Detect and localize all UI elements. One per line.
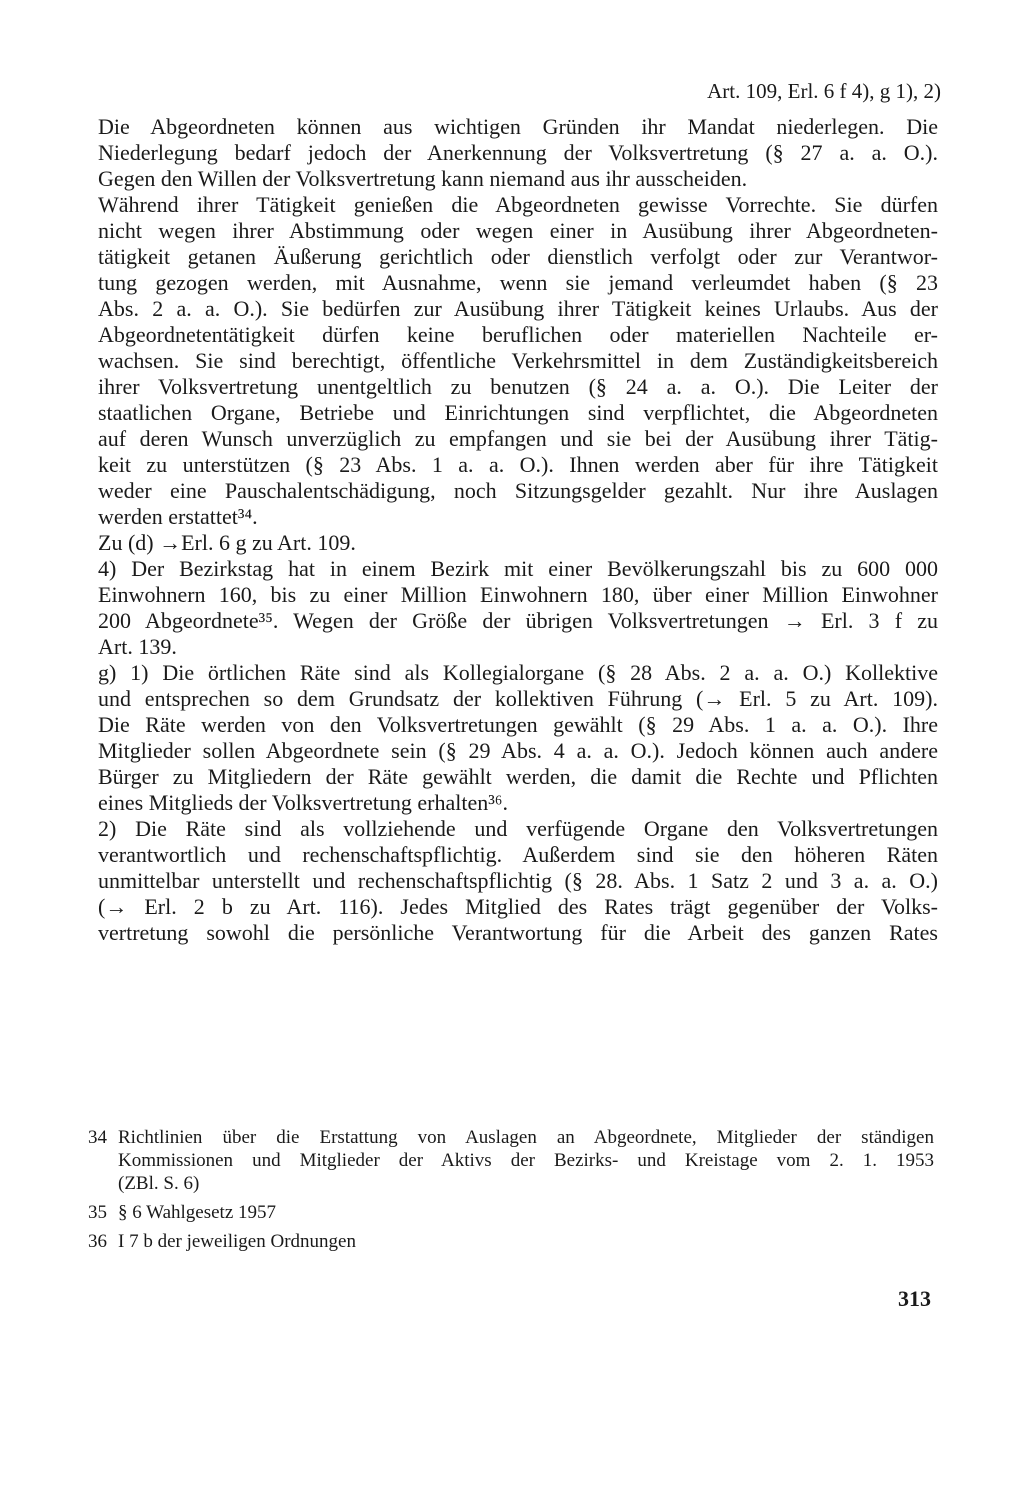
footnote-number: 35 [88,1202,107,1223]
body-line: keit zu unterstützen (§ 23 Abs. 1 a. a. O.). Ihnen werden aber für ihre Tätigkeit [98,452,938,477]
body-line: verantwortlich und rechenschaftspflichtig. Außerdem sind sie den höheren Räten [98,842,938,867]
running-head: Art. 109, Erl. 6 f 4), g 1), 2) [707,79,941,103]
body-line: g) 1) Die örtlichen Räte sind als Kollegialorgane (§ 28 Abs. 2 a. a. O.) Kollektive [98,660,938,685]
body-line: Die Räte werden von den Volksvertretungen gewählt (§ 29 Abs. 1 a. a. O.). Ihre [98,712,938,737]
body-text [98,114,938,946]
body-line: und entsprechen so dem Grundsatz der kollektiven Führung (→ Erl. 5 zu Art. 109). [98,686,938,711]
footnote [88,1126,938,1195]
body-line: staatlichen Organe, Betriebe und Einrichtungen sind verpflichtet, die Abgeordneten [98,400,938,425]
body-line: weder eine Pauschalentschädigung, noch Sitzungsgelder gezahlt. Nur ihre Auslagen [98,478,938,503]
body-line: Abgeordnetentätigkeit dürfen keine beruflichen oder materiellen Nachteile er- [98,322,938,347]
footnote-text [118,1126,934,1195]
body-line: Einwohnern 160, bis zu einer Million Einwohnern 180, über einer Million Einwohner [98,582,938,607]
footnote-line: Kommissionen und Mitglieder der Aktivs der Bezirks- und Kreistage vom 2. 1. 1953 [118,1150,934,1171]
body-line: wachsen. Sie sind berechtigt, öffentliche Verkehrsmittel in dem Zuständigkeitsbereich [98,348,938,373]
footnote-text [118,1230,934,1253]
body-line: unmittelbar unterstellt und rechenschaftspflichtig (§ 28. Abs. 1 Satz 2 und 3 a. a. O.) [98,868,938,893]
body-line: 200 Abgeordnete³⁵. Wegen der Größe der übrigen Volksvertretungen → Erl. 3 f zu [98,608,938,633]
body-line: 2) Die Räte sind als vollziehende und verfügende Organe den Volksvertretungen [98,816,938,841]
body-line: tätigkeit getanen Äußerung gerichtlich oder dienstlich verfolgt oder zur Verantwor- [98,244,938,269]
body-line: Während ihrer Tätigkeit genießen die Abgeordneten gewisse Vorrechte. Sie dürfen [98,192,938,217]
footnote-number: 34 [88,1127,107,1148]
body-line: Niederlegung bedarf jedoch der Anerkennung der Volksvertretung (§ 27 a. a. O.). [98,140,938,165]
body-line: eines Mitglieds der Volksvertretung erhalten³⁶. [98,790,508,815]
footnote-line: I 7 b der jeweiligen Ordnungen [118,1231,356,1252]
body-line: Die Abgeordneten können aus wichtigen Gründen ihr Mandat niederlegen. Die [98,114,938,139]
footnote [88,1230,938,1253]
footnote-line: Richtlinien über die Erstattung von Auslagen an Abgeordnete, Mitglieder der ständigen [118,1127,934,1148]
body-line: Gegen den Willen der Volksvertretung kann niemand aus ihr ausscheiden. [98,166,748,191]
body-line: tung gezogen werden, mit Ausnahme, wenn sie jemand verleumdet haben (§ 23 [98,270,938,295]
footnote [88,1201,938,1224]
page-number: 313 [898,1286,931,1311]
body-line: Abs. 2 a. a. O.). Sie bedürfen zur Ausübung ihrer Tätigkeit keines Urlaubs. Aus der [98,296,938,321]
footnote-line: (ZBl. S. 6) [118,1173,200,1194]
body-line: nicht wegen ihrer Abstimmung oder wegen einer in Ausübung ihrer Abgeordneten- [98,218,938,243]
footnote-line: § 6 Wahlgesetz 1957 [118,1202,277,1223]
body-line: ihrer Volksvertretung unentgeltlich zu benutzen (§ 24 a. a. O.). Die Leiter der [98,374,938,399]
body-line: 4) Der Bezirkstag hat in einem Bezirk mit einer Bevölkerungszahl bis zu 600 000 [98,556,938,581]
body-line: (→ Erl. 2 b zu Art. 116). Jedes Mitglied des Rates trägt gegenüber der Volks- [98,894,938,919]
footnote-number: 36 [88,1231,107,1252]
body-line: vertretung sowohl die persönliche Verantwortung für die Arbeit des ganzen Rates [98,920,938,945]
body-line: Mitglieder sollen Abgeordnete sein (§ 29 Abs. 4 a. a. O.). Jedoch können auch andere [98,738,938,763]
body-line: Bürger zu Mitgliedern der Räte gewählt werden, die damit die Rechte und Pflichten [98,764,938,789]
footnote-text [118,1201,934,1224]
body-line: auf deren Wunsch unverzüglich zu empfangen und sie bei der Ausübung ihrer Tätig- [98,426,938,451]
body-line: Zu (d) →Erl. 6 g zu Art. 109. [98,530,356,555]
body-line: werden erstattet³⁴. [98,504,258,529]
body-line: Art. 139. [98,634,177,659]
footnotes [88,1126,938,1259]
